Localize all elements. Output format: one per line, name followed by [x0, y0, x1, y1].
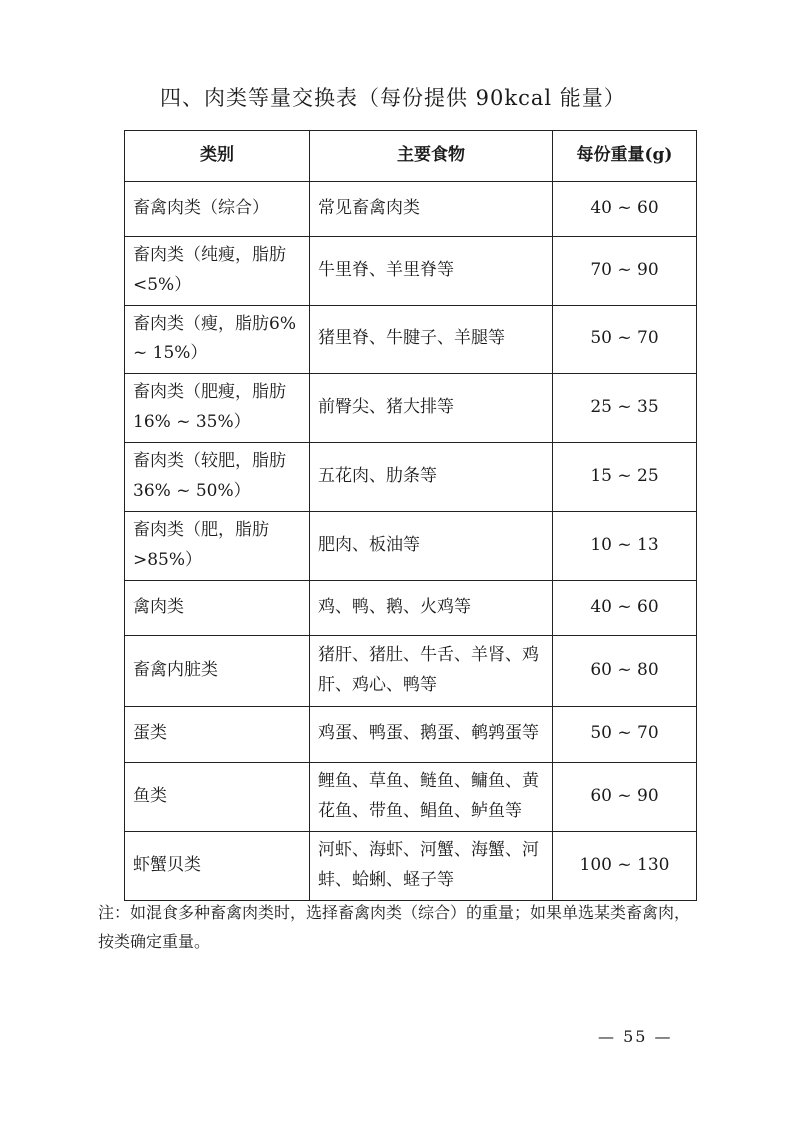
row-category: 畜肉类（较肥，脂肪36% ~ 50%） [125, 442, 310, 511]
row-category: 畜肉类（肥瘦，脂肪16% ~ 35%） [125, 374, 310, 443]
table-row [125, 305, 697, 374]
row-weight: 10 ~ 13 [553, 511, 697, 580]
header-foods: 主要食物 [310, 131, 553, 182]
row-weight: 70 ~ 90 [553, 237, 697, 306]
table-row [125, 580, 697, 635]
meat-exchange-table [124, 130, 697, 901]
row-foods: 河虾、海虾、河蟹、海蟹、河蚌、蛤蜊、蛏子等 [310, 831, 553, 900]
table-row [125, 442, 697, 511]
row-weight: 60 ~ 80 [553, 635, 697, 706]
row-weight: 40 ~ 60 [553, 580, 697, 635]
row-weight: 40 ~ 60 [553, 182, 697, 237]
row-category: 畜肉类（肥，脂肪>85%） [125, 511, 310, 580]
row-weight: 60 ~ 90 [553, 762, 697, 831]
row-foods: 鲤鱼、草鱼、鲢鱼、鳙鱼、黄花鱼、带鱼、鲳鱼、鲈鱼等 [310, 762, 553, 831]
row-foods: 鸡蛋、鸭蛋、鹅蛋、鹌鹑蛋等 [310, 706, 553, 762]
row-foods: 常见畜禽肉类 [310, 182, 553, 237]
row-weight: 50 ~ 70 [553, 706, 697, 762]
table-row [125, 511, 697, 580]
row-foods: 肥肉、板油等 [310, 511, 553, 580]
header-category: 类别 [125, 131, 310, 182]
table-row [125, 762, 697, 831]
row-weight: 50 ~ 70 [553, 305, 697, 374]
row-weight: 15 ~ 25 [553, 442, 697, 511]
row-foods: 鸡、鸭、鹅、火鸡等 [310, 580, 553, 635]
row-category: 畜肉类（瘦，脂肪6% ~ 15%） [125, 305, 310, 374]
table-header-row [125, 131, 697, 182]
row-foods: 前臀尖、猪大排等 [310, 374, 553, 443]
row-category: 禽肉类 [125, 580, 310, 635]
row-category: 鱼类 [125, 762, 310, 831]
page-title: 四、肉类等量交换表（每份提供 90kcal 能量） [160, 86, 626, 110]
row-category: 虾蟹贝类 [125, 831, 310, 900]
row-category: 畜禽肉类（综合） [125, 182, 310, 237]
table-footnote: 注：如混食多种畜禽肉类时，选择畜禽肉类（综合）的重量；如果单选某类畜禽肉，按类确定重量。 [98, 903, 691, 951]
row-weight: 25 ~ 35 [553, 374, 697, 443]
row-category: 蛋类 [125, 706, 310, 762]
page-number: — 55 — [598, 1027, 673, 1046]
table-row [125, 706, 697, 762]
row-foods: 五花肉、肋条等 [310, 442, 553, 511]
table-row [125, 635, 697, 706]
table-row [125, 237, 697, 306]
row-category: 畜禽内脏类 [125, 635, 310, 706]
row-foods: 猪肝、猪肚、牛舌、羊肾、鸡肝、鸡心、鸭等 [310, 635, 553, 706]
row-foods: 牛里脊、羊里脊等 [310, 237, 553, 306]
row-category: 畜肉类（纯瘦，脂肪<5%） [125, 237, 310, 306]
header-weight: 每份重量(g) [553, 131, 697, 182]
table-row [125, 831, 697, 900]
row-foods: 猪里脊、牛腱子、羊腿等 [310, 305, 553, 374]
row-weight: 100 ~ 130 [553, 831, 697, 900]
table-row [125, 374, 697, 443]
table-row [125, 182, 697, 237]
